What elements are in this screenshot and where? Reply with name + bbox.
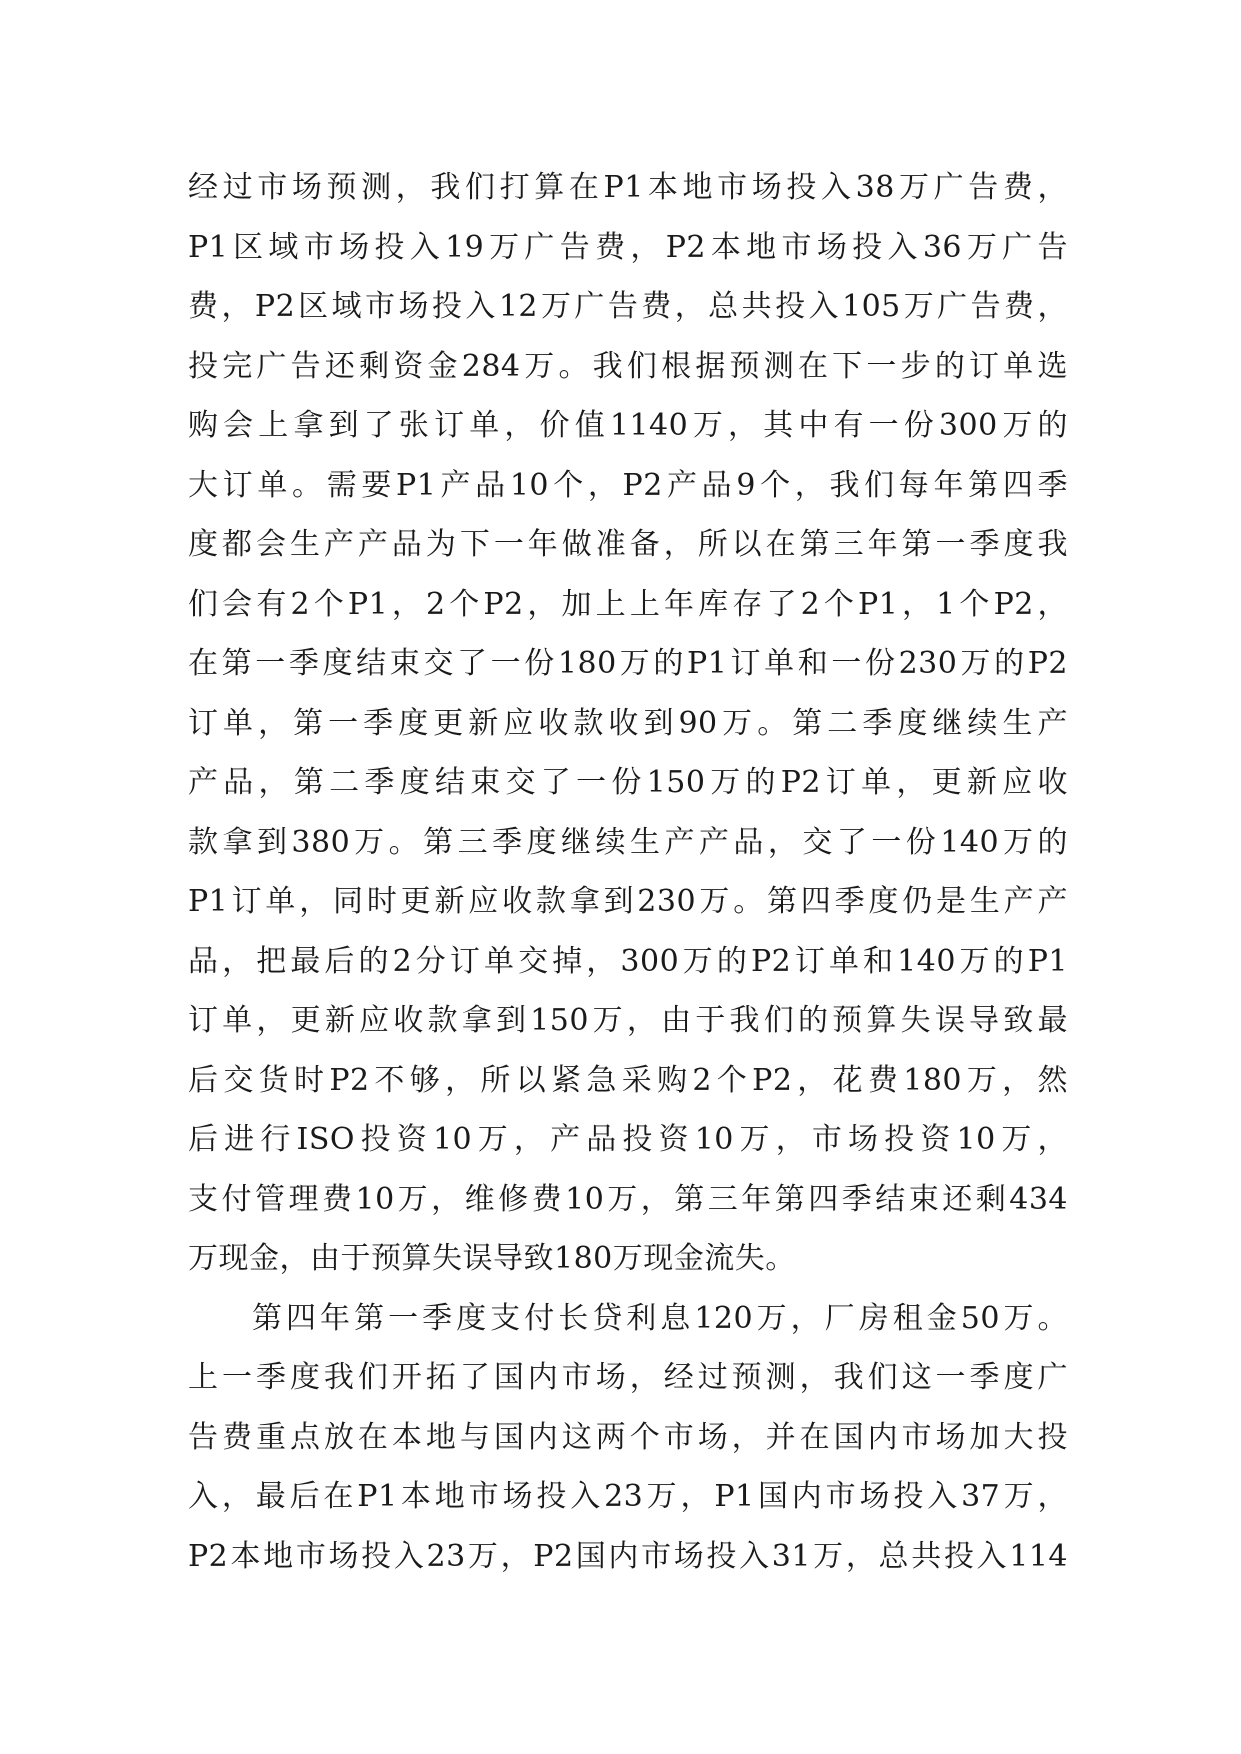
text-line: 后进行ISO投资10万，产品投资10万，市场投资10万， xyxy=(188,1122,1068,1157)
text-line: 产品，第二季度结束交了一份150万的P2订单，更新应收 xyxy=(188,765,1068,800)
text-line: 款拿到380万。第三季度继续生产产品，交了一份140万的 xyxy=(188,824,1068,860)
text-line: 后交货时P2不够，所以紧急采购2个P2，花费180万，然 xyxy=(188,1062,1068,1098)
text-line: P2本地市场投入23万，P2国内市场投入31万，总共投入114 xyxy=(188,1538,1068,1574)
text-line: 费，P2区域市场投入12万广告费，总共投入105万广告费， xyxy=(188,289,1068,324)
text-line: 订单，更新应收款拿到150万，由于我们的预算失误导致最 xyxy=(188,1003,1068,1038)
text-line: 们会有2个P1，2个P2，加上上年库存了2个P1，1个P2， xyxy=(188,586,1068,622)
text-line: 订单，第一季度更新应收款收到90万。第二季度继续生产 xyxy=(188,705,1068,741)
text-line: 经过市场预测，我们打算在P1本地市场投入38万广告费， xyxy=(188,170,1068,205)
text-line: 万现金，由于预算失误导致180万现金流失。 xyxy=(188,1241,796,1276)
text-line: P1区域市场投入19万广告费，P2本地市场投入36万广告 xyxy=(188,229,1068,265)
text-line: 在第一季度结束交了一份180万的P1订单和一份230万的P2 xyxy=(188,646,1068,681)
text-line: 上一季度我们开拓了国内市场，经过预测，我们这一季度广 xyxy=(188,1360,1068,1395)
text-line: 大订单。需要P1产品10个，P2产品9个，我们每年第四季 xyxy=(188,467,1068,503)
text-line: 第四年第一季度支付长贷利息120万，厂房租金50万。 xyxy=(252,1300,1068,1336)
text-line: 告费重点放在本地与国内这两个市场，并在国内市场加大投 xyxy=(188,1419,1068,1455)
text-line: 度都会生产产品为下一年做准备，所以在第三年第一季度我 xyxy=(188,527,1068,562)
text-line: 购会上拿到了张订单，价值1140万，其中有一份300万的 xyxy=(188,408,1068,443)
text-line: 品，把最后的2分订单交掉，300万的P2订单和140万的P1 xyxy=(188,943,1068,979)
body-text xyxy=(188,158,1068,1586)
text-line: 投完广告还剩资金284万。我们根据预测在下一步的订单选 xyxy=(188,348,1068,384)
text-line: 入，最后在P1本地市场投入23万，P1国内市场投入37万， xyxy=(188,1479,1068,1514)
text-line: 支付管理费10万，维修费10万，第三年第四季结束还剩434 xyxy=(188,1181,1068,1217)
text-line: P1订单，同时更新应收款拿到230万。第四季度仍是生产产 xyxy=(188,884,1068,919)
